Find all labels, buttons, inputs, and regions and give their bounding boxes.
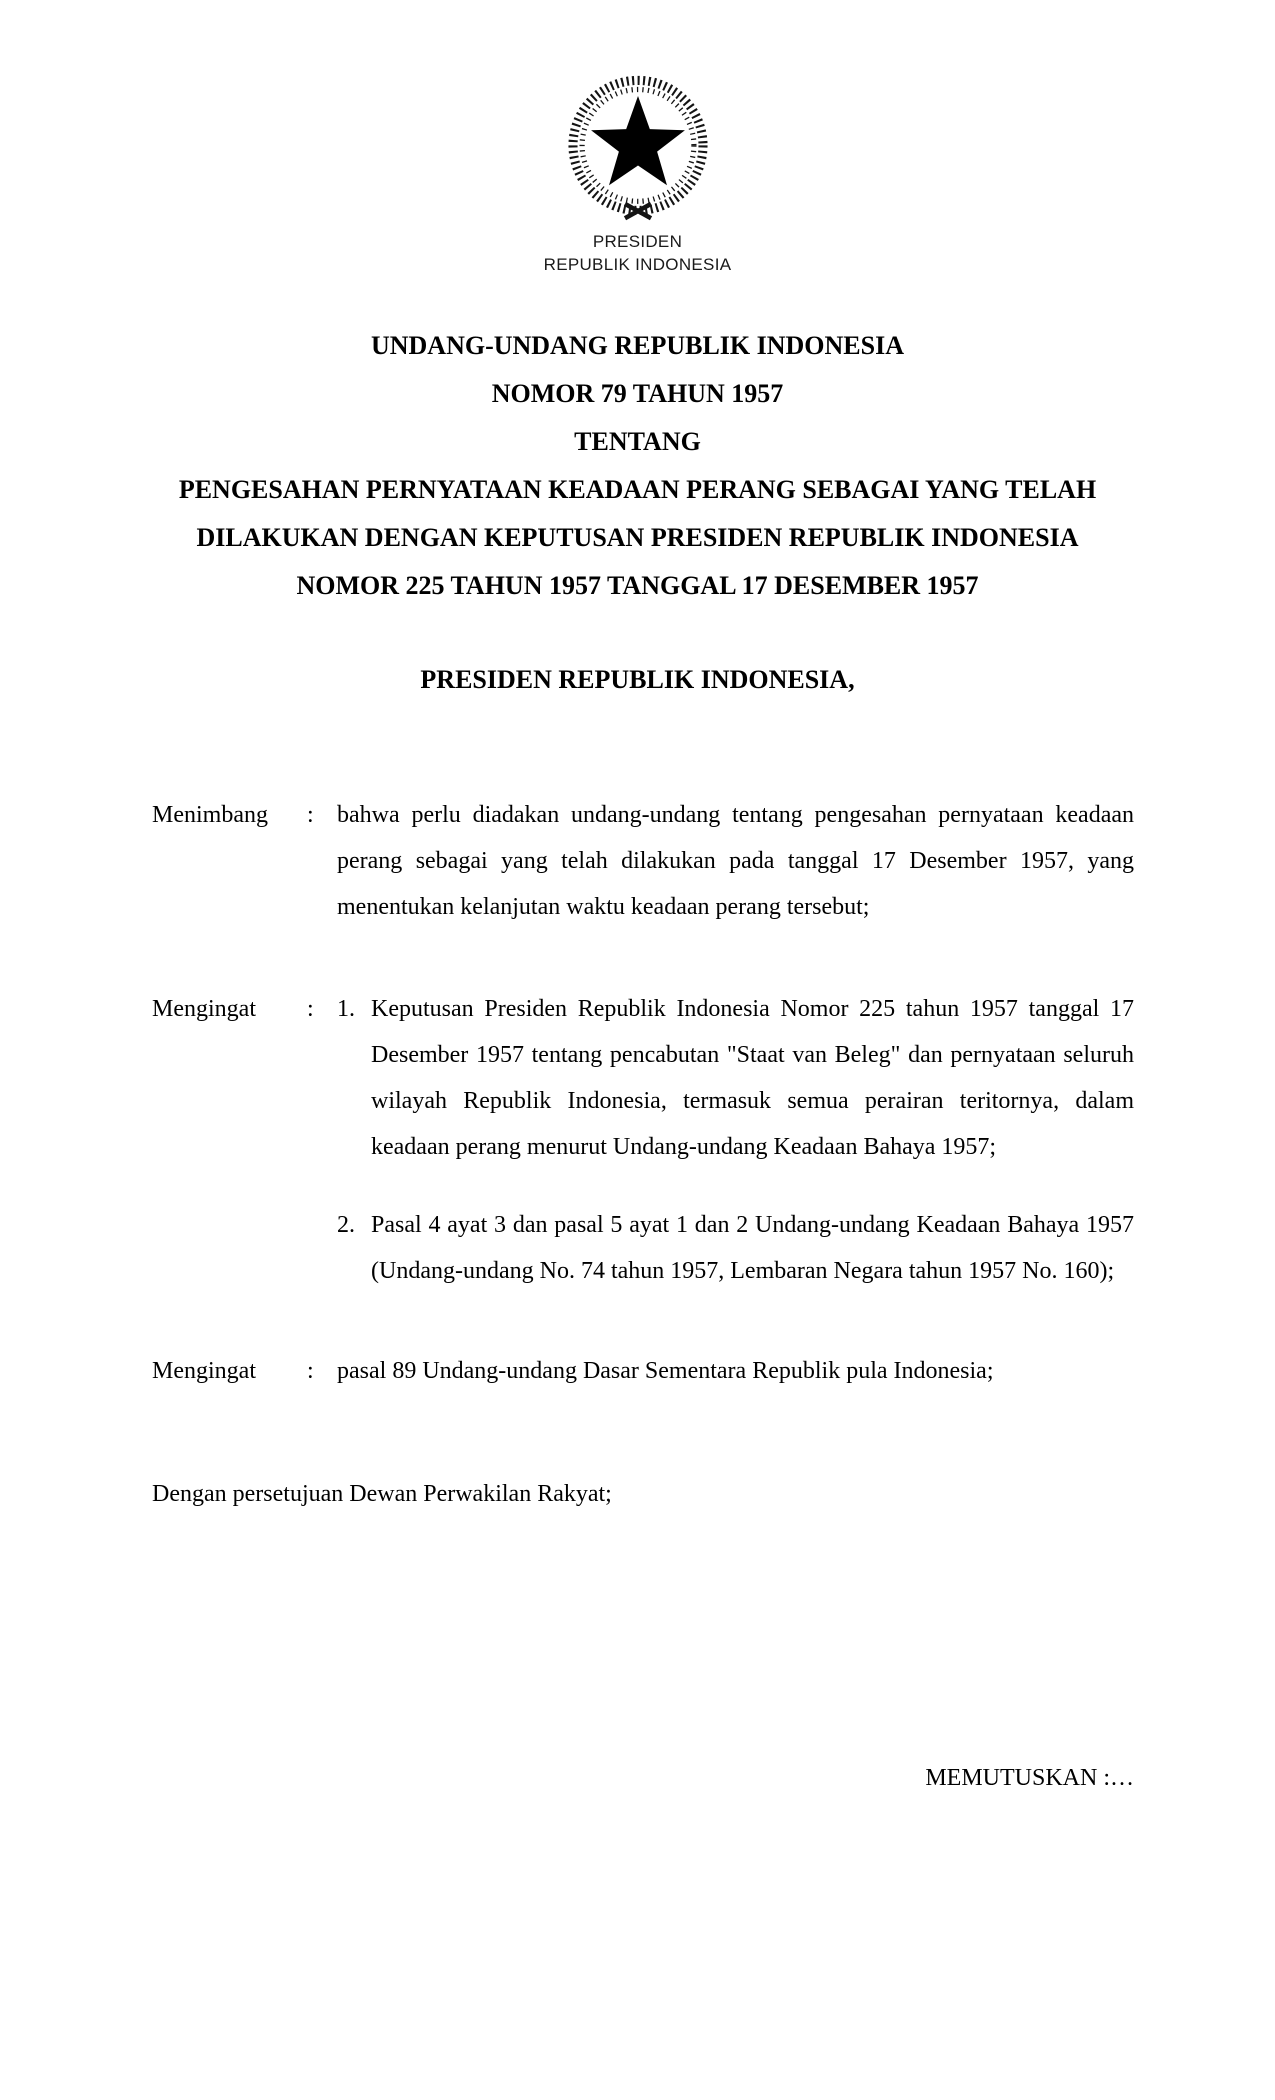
national-emblem-icon — [560, 70, 716, 226]
numbered-item-2 — [337, 1202, 1134, 1294]
star-icon — [591, 96, 685, 185]
page-title-line-4: PENGESAHAN PERNYATAAN KEADAAN PERANG SEBAGAI YANG TELAH — [178, 475, 1097, 504]
clause-text: bahwa perlu diadakan undang-undang tentang pengesahan pernyataan keadaan perang sebagai yang telah dilakukan pada tanggal 17 Desember 1957, yang menentukan kelanjutan waktu keadaan perang tersebut; — [337, 802, 1134, 920]
emblem-caption — [0, 230, 1275, 276]
item-number: 2. — [337, 1212, 355, 1238]
item-text: Pasal 4 ayat 3 dan pasal 5 ayat 1 dan 2 Undang-undang Keadaan Bahaya 1957 (Undang-undang No. 74 tahun 1957, Lembaran Negara tahun 1957 No. 160); — [371, 1212, 1134, 1284]
emblem-caption-line-2: REPUBLIK INDONESIA — [543, 255, 732, 274]
item-text: Keputusan Presiden Republik Indonesia Nomor 225 tahun 1957 tanggal 17 Desember 1957 tentang pencabutan "Staat van Beleg" dan pernyataan seluruh wilayah Republik Indonesia, termasuk semua perairan teritornya, dalam keadaan perang menurut Undang-undang Keadaan Bahaya 1957; — [371, 996, 1134, 1160]
document-body — [0, 792, 1275, 1801]
page-title-line-6: NOMOR 225 TAHUN 1957 TANGGAL 17 DESEMBER 1957 — [296, 571, 979, 600]
clause-label: Menimbang — [152, 802, 268, 828]
emblem-caption-line-1: PRESIDEN — [592, 232, 683, 251]
clause-label: Mengingat — [152, 996, 256, 1022]
item-number: 1. — [337, 996, 355, 1022]
agreement-line: Dengan persetujuan Dewan Perwakilan Rakyat; — [152, 1481, 612, 1507]
page-title-line-3: TENTANG — [574, 427, 701, 456]
numbered-item-list — [337, 986, 1134, 1294]
memutuskan-line: MEMUTUSKAN :… — [925, 1765, 1134, 1791]
clause-mengingat-1 — [152, 986, 1134, 1294]
clause-label: Mengingat — [152, 1358, 256, 1384]
clause-mengingat-2 — [152, 1348, 1134, 1394]
clause-colon: : — [307, 1358, 314, 1384]
title-block — [0, 322, 1275, 610]
clause-text: pasal 89 Undang-undang Dasar Sementara Republik pula Indonesia; — [337, 1358, 994, 1384]
masthead — [0, 0, 1275, 276]
salutation: PRESIDEN REPUBLIK INDONESIA, — [420, 665, 855, 694]
clause-colon: : — [307, 802, 314, 828]
page-title-line-2: NOMOR 79 TAHUN 1957 — [491, 379, 784, 408]
page-title-line-1: UNDANG-UNDANG REPUBLIK INDONESIA — [370, 331, 905, 360]
numbered-item-1 — [337, 986, 1134, 1170]
clause-colon: : — [307, 996, 314, 1022]
page-title-line-5: DILAKUKAN DENGAN KEPUTUSAN PRESIDEN REPUBLIK INDONESIA — [196, 523, 1079, 552]
clause-menimbang — [152, 792, 1134, 930]
